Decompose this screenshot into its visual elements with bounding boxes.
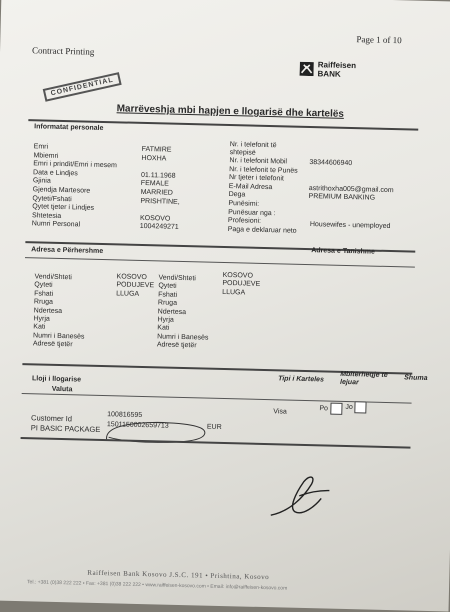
label-emri: Emri — [33, 143, 49, 151]
addr-label-fshati: Fshati — [34, 290, 54, 298]
perm-vendi: KOSOVO — [116, 273, 147, 282]
label-profesioni: Profesioni: — [227, 217, 262, 226]
section-personal-title: Informatat personale — [34, 123, 104, 132]
divider — [21, 437, 411, 449]
overdraft-no-checkbox[interactable] — [355, 401, 367, 413]
document-title: Marrëveshja mbi hapjen e llogarisë dhe kartelës — [116, 103, 345, 120]
address-right-labels — [157, 274, 210, 351]
value-dega: PREMIUM BANKING — [308, 193, 376, 203]
address-left-labels — [33, 273, 86, 350]
col-account-type: Lloji i llogarise — [31, 375, 82, 384]
signature — [258, 467, 339, 529]
personal-left-values — [140, 146, 181, 233]
addr2-label-tjeter: Adresë tjetër — [156, 341, 197, 350]
label-email: E-Mail Adresa — [228, 182, 273, 191]
raiffeisen-logo — [299, 60, 380, 92]
footer-address: Raiffeisen Bank Kosovo J.S.C. 191 • Prishtina, Kosovo — [87, 568, 270, 582]
card-type-value: Visa — [273, 408, 287, 416]
package-name: PI BASIC PACKAGE — [30, 423, 101, 434]
confidential-stamp: CONFIDENTIAL — [43, 72, 122, 102]
label-paga: Paga e deklaruar neto — [227, 225, 297, 235]
addr2-label-hyrja: Hyrja — [157, 316, 174, 324]
label-dega: Dega — [228, 191, 246, 199]
label-mbiemri: Mbiemri — [33, 151, 59, 160]
value-numri-personal: 1004249271 — [139, 223, 179, 232]
label-emri-prindit: Emri i prindit/Emri i mesem — [33, 160, 117, 170]
addr-label-tjeter: Adresë tjetër — [32, 340, 73, 349]
perm-qyteti: PODUJEVE — [116, 281, 155, 290]
contract-printing-label: Contract Printing — [31, 45, 95, 57]
addr2-label-qyteti: Qyteti — [158, 282, 177, 291]
account-number: 1501150002659713 — [106, 421, 169, 430]
label-qyteti: Qyteti/Fshati — [32, 194, 72, 203]
addr-label-qyteti: Qyteti — [34, 281, 53, 290]
address-curr-values — [222, 272, 260, 298]
addr2-label-vendi: Vendi/Shteti — [158, 274, 196, 283]
overdraft-yes-checkbox[interactable] — [330, 403, 342, 415]
addr2-label-rruga: Rruga — [157, 299, 178, 308]
value-gjendja: MARRIED — [140, 188, 173, 197]
col-card-type: Tipi i Karteles — [278, 375, 324, 384]
personal-right-values — [308, 159, 394, 204]
label-tel-pune: Nr. i telefonit te Punës — [229, 165, 298, 175]
bank-name-line2: BANK — [317, 69, 341, 79]
label-gjendja: Gjendja Martesore — [32, 186, 91, 195]
personal-right-labels — [228, 141, 299, 236]
label-punesimi: Punësimi: — [228, 200, 260, 208]
divider — [25, 257, 415, 268]
addr2-label-numri: Numri i Banesës — [157, 333, 209, 342]
value-mbiemri: HOXHA — [141, 154, 167, 163]
addr-label-rruga: Rruga — [33, 298, 54, 307]
customer-id-value: 100816595 — [107, 411, 143, 420]
addr-label-hyrja: Hyrja — [33, 315, 50, 323]
col-overdraft: Mbitërheqje të lejuar — [339, 370, 388, 387]
addr2-label-ndertesa: Ndertesa — [157, 307, 187, 316]
curr-vendi: KOSOVO — [222, 271, 254, 280]
value-emri: FATMIRE — [141, 145, 172, 154]
label-gjinia: Gjinia — [32, 177, 51, 186]
label-punesuar-nga: Punësuar nga : — [228, 208, 276, 217]
customer-id-label: Customer Id — [30, 413, 73, 424]
bank-name-line1: Raiffeisen — [317, 60, 357, 71]
section-perm-address-title: Adresa e Përhershme — [31, 246, 104, 256]
addr-label-vendi: Vendi/Shteti — [34, 273, 72, 282]
value-email: astrithoxha005@gmail.com — [308, 184, 394, 194]
label-qytet-tjeter: Qytet tjeter i Lindjes — [32, 203, 95, 212]
label-numri-personal: Numri Personal — [31, 220, 81, 229]
addr2-label-kati: Kati — [157, 324, 170, 333]
label-data-lindjes: Data e Lindjes — [32, 169, 78, 178]
label-tel-mobil: Nr. i telefonit Mobil — [229, 157, 288, 166]
value-gjinia: FEMALE — [140, 180, 169, 188]
label-tel-shtepise: Nr. i telefonit të shtepisë — [229, 141, 277, 157]
page-number: Page 1 of 10 — [356, 34, 402, 46]
overdraft-yes-option[interactable] — [319, 402, 342, 415]
label-tel-tjeter: Nr tjeter i telefonit — [228, 174, 284, 183]
address-perm-values — [116, 273, 154, 299]
value-profesioni: Housewifes - unemployed — [309, 221, 391, 231]
raiffeisen-gable-icon — [300, 62, 314, 76]
col-amount: Shuma — [404, 374, 428, 382]
footer-contacts: Tel.: +381 (0)38 222 222 • Fax: +381 (0)38 222 222 • www.raiffeisen-kosovo.com • Email: info@raiffeisen-kosovo.com — [26, 579, 288, 592]
curr-qyteti: PODUJEVE — [222, 280, 261, 289]
value-shtetesia: KOSOVO — [139, 214, 171, 223]
overdraft-no-label: Jo — [345, 403, 353, 411]
section-curr-address-title: Adresa e Tanishme — [311, 247, 376, 256]
addr2-label-fshati: Fshati — [158, 291, 178, 299]
value-qyteti: PRISHTINE, — [140, 197, 180, 206]
personal-left-labels — [32, 143, 118, 231]
addr-label-numri: Numri i Banesës — [33, 332, 85, 341]
overdraft-no-option[interactable] — [345, 401, 367, 414]
account-currency: EUR — [206, 423, 222, 431]
col-currency: Valuta — [51, 385, 73, 394]
addr-label-ndertesa: Ndertesa — [33, 306, 63, 315]
perm-fshati: LLUGA — [116, 290, 140, 298]
label-shtetesia: Shtetesia — [31, 212, 62, 220]
overdraft-yes-label: Po — [319, 405, 329, 413]
curr-fshati: LLUGA — [222, 288, 246, 297]
value-tel-mobil: 38344606940 — [309, 159, 353, 168]
addr-label-kati: Kati — [33, 323, 46, 332]
value-data-lindjes: 01.11.1968 — [140, 171, 176, 180]
